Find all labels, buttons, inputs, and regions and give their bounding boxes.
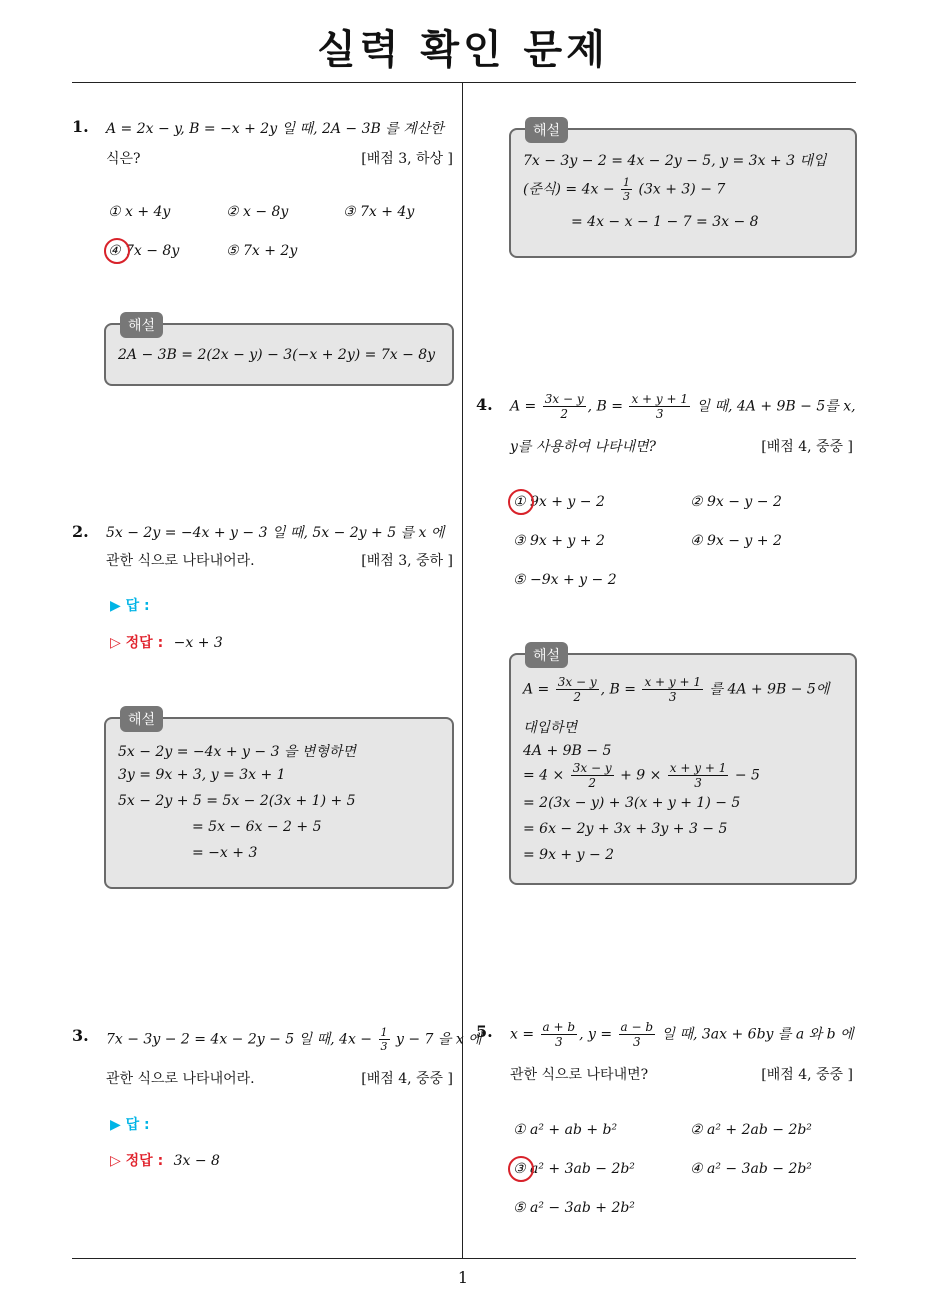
question-text: 7x − 3y − 2 = 4x − 2y − 5 일 때, 4x − bbox=[106, 1031, 373, 1048]
choice-3[interactable]: ③ a² + 3ab − 2b² bbox=[513, 1161, 635, 1177]
solution-tag: 해설 bbox=[525, 117, 568, 143]
correct-value: 3x − 8 bbox=[173, 1153, 220, 1169]
fraction-numerator: x + y + 1 bbox=[644, 675, 702, 689]
fraction-denominator: 3 bbox=[554, 1035, 563, 1049]
solution-line: 4A + 9B − 5 bbox=[523, 743, 612, 759]
choice-5[interactable]: ⑤ 7x + 2y bbox=[226, 243, 298, 259]
selected-answer-mark bbox=[508, 489, 534, 515]
var-y-label: , y = bbox=[579, 1026, 613, 1043]
choice-4[interactable]: ④ a² − 3ab − 2b² bbox=[690, 1161, 812, 1177]
fraction-numerator: 3x − y bbox=[544, 392, 584, 406]
question-number: 1. bbox=[72, 117, 89, 136]
solution-line-mid: + 9 × bbox=[620, 767, 662, 784]
solution-box bbox=[104, 318, 454, 386]
fraction-numerator: 3x − y bbox=[557, 675, 597, 689]
solution-tag: 해설 bbox=[120, 706, 163, 732]
question-number: 4. bbox=[476, 395, 493, 414]
column-divider bbox=[462, 82, 463, 1258]
var-a-label: A = bbox=[523, 681, 550, 698]
top-rule bbox=[72, 82, 856, 83]
question-text-tail: y − 7 을 x 에 bbox=[395, 1031, 482, 1048]
question-number: 3. bbox=[72, 1026, 89, 1045]
choice-5[interactable]: ⑤ −9x + y − 2 bbox=[513, 572, 617, 588]
page-title: 실력 확인 문제 bbox=[317, 27, 609, 73]
question-number: 2. bbox=[72, 522, 89, 541]
question-text: 5x − 2y = −4x + y − 3 일 때, 5x − 2y + 5 를 x 에 bbox=[106, 525, 445, 541]
solution-box bbox=[509, 123, 857, 258]
choice-4[interactable]: ④ 7x − 8y bbox=[108, 243, 180, 259]
solution-line: (준식) = 4x − bbox=[523, 181, 615, 198]
solution-line: = 6x − 2y + 3x + 3y + 3 − 5 bbox=[523, 821, 728, 837]
solution-line: 5x − 2y + 5 = 5x − 2(3x + 1) + 5 bbox=[118, 793, 356, 809]
choice-1[interactable]: ① x + 4y bbox=[108, 204, 171, 220]
fraction-numerator: x + y + 1 bbox=[669, 761, 727, 775]
solution-line: = 9x + y − 2 bbox=[523, 847, 615, 863]
question-text-line2: 관한 식으로 나타내어라. bbox=[106, 553, 255, 569]
correct-value: −x + 3 bbox=[173, 635, 223, 651]
choice-1[interactable]: ① 9x + y − 2 bbox=[513, 494, 605, 510]
fraction-denominator: 3 bbox=[694, 776, 702, 790]
question-meta: [배점 4, 중중 ] bbox=[361, 1071, 453, 1087]
solution-line: = 4x − x − 1 − 7 = 3x − 8 bbox=[571, 214, 759, 230]
selected-answer-mark bbox=[104, 238, 130, 264]
solution-line-tail: (3x + 3) − 7 bbox=[638, 181, 726, 198]
choice-2[interactable]: ② x − 8y bbox=[226, 204, 289, 220]
question-number: 5. bbox=[476, 1022, 493, 1041]
choice-5[interactable]: ⑤ a² − 3ab + 2b² bbox=[513, 1200, 635, 1216]
choice-3[interactable]: ③ 7x + 4y bbox=[343, 204, 415, 220]
question-text-line2: y를 사용하여 나타내면? bbox=[510, 439, 657, 455]
answer-label: ▶ 답 : bbox=[110, 1117, 150, 1133]
solution-line: = 5x − 6x − 2 + 5 bbox=[192, 819, 322, 835]
solution-tag: 해설 bbox=[120, 312, 163, 338]
choice-2[interactable]: ② a² + 2ab − 2b² bbox=[690, 1122, 812, 1138]
choice-1[interactable]: ① a² + ab + b² bbox=[513, 1122, 618, 1138]
solution-line: = −x + 3 bbox=[192, 845, 258, 861]
var-b-label: , B = bbox=[587, 398, 623, 415]
fraction-numerator: 1 bbox=[623, 176, 631, 189]
fraction-denominator: 2 bbox=[588, 776, 596, 790]
bottom-rule bbox=[72, 1258, 856, 1259]
question-text-line2: 관한 식으로 나타내어라. bbox=[106, 1071, 255, 1087]
var-a-label: A = bbox=[510, 398, 537, 415]
fraction-numerator: 1 bbox=[380, 1026, 388, 1039]
question-meta: [배점 3, 하상 ] bbox=[361, 151, 453, 167]
solution-line: = 2(3x − y) + 3(x + y + 1) − 5 bbox=[523, 795, 741, 811]
question-meta: [배점 4, 중중 ] bbox=[761, 1067, 853, 1083]
fraction-numerator: x + y + 1 bbox=[631, 392, 689, 406]
fraction-denominator: 3 bbox=[655, 407, 664, 421]
question-meta: [배점 3, 중하 ] bbox=[361, 553, 453, 569]
var-b-label: , B = bbox=[600, 681, 636, 698]
page-number: 1 bbox=[457, 1268, 469, 1287]
choice-3[interactable]: ③ 9x + y + 2 bbox=[513, 533, 605, 549]
solution-line-tail: 를 4A + 9B − 5에 bbox=[709, 681, 830, 698]
solution-line: 2A − 3B = 2(2x − y) − 3(−x + 2y) = 7x − 8y bbox=[118, 347, 436, 363]
solution-line: 3y = 9x + 3, y = 3x + 1 bbox=[118, 767, 286, 783]
answer-label: ▶ 답 : bbox=[110, 598, 150, 614]
solution-line: = 4 × bbox=[523, 767, 565, 784]
fraction-denominator: 2 bbox=[573, 690, 581, 704]
question-meta: [배점 4, 중중 ] bbox=[761, 439, 853, 455]
choice-4[interactable]: ④ 9x − y + 2 bbox=[690, 533, 782, 549]
solution-box bbox=[104, 712, 454, 889]
correct-label: ▷ 정답 : bbox=[110, 1153, 164, 1169]
selected-answer-mark bbox=[508, 1156, 534, 1182]
solution-line: 대입하면 bbox=[523, 720, 578, 736]
fraction-numerator: 3x − y bbox=[572, 761, 612, 775]
question-text-line2: 식은? bbox=[106, 151, 141, 167]
fraction-denominator: 3 bbox=[668, 690, 677, 704]
question-text-tail: 일 때, 4A + 9B − 5를 x, bbox=[696, 398, 856, 415]
fraction-numerator: a − b bbox=[620, 1020, 654, 1034]
solution-box bbox=[509, 648, 857, 885]
var-x-label: x = bbox=[510, 1026, 535, 1043]
fraction-denominator: 3 bbox=[623, 190, 631, 203]
question-text: A = 2x − y, B = −x + 2y 일 때, 2A − 3B 를 계산한 bbox=[106, 121, 444, 137]
solution-line-tail: − 5 bbox=[734, 767, 760, 784]
fraction-denominator: 3 bbox=[380, 1040, 388, 1053]
fraction-numerator: a + b bbox=[542, 1020, 576, 1034]
solution-tag: 해설 bbox=[525, 642, 568, 668]
fraction-denominator: 2 bbox=[560, 407, 568, 421]
fraction-denominator: 3 bbox=[632, 1035, 641, 1049]
question-text-tail: 일 때, 3ax + 6by 를 a 와 b 에 bbox=[661, 1026, 854, 1043]
question-text-line2: 관한 식으로 나타내면? bbox=[510, 1067, 649, 1083]
solution-line: 7x − 3y − 2 = 4x − 2y − 5, y = 3x + 3 대입 bbox=[523, 153, 827, 169]
correct-label: ▷ 정답 : bbox=[110, 635, 164, 651]
solution-line: 5x − 2y = −4x + y − 3 을 변형하면 bbox=[118, 744, 357, 760]
choice-2[interactable]: ② 9x − y − 2 bbox=[690, 494, 782, 510]
